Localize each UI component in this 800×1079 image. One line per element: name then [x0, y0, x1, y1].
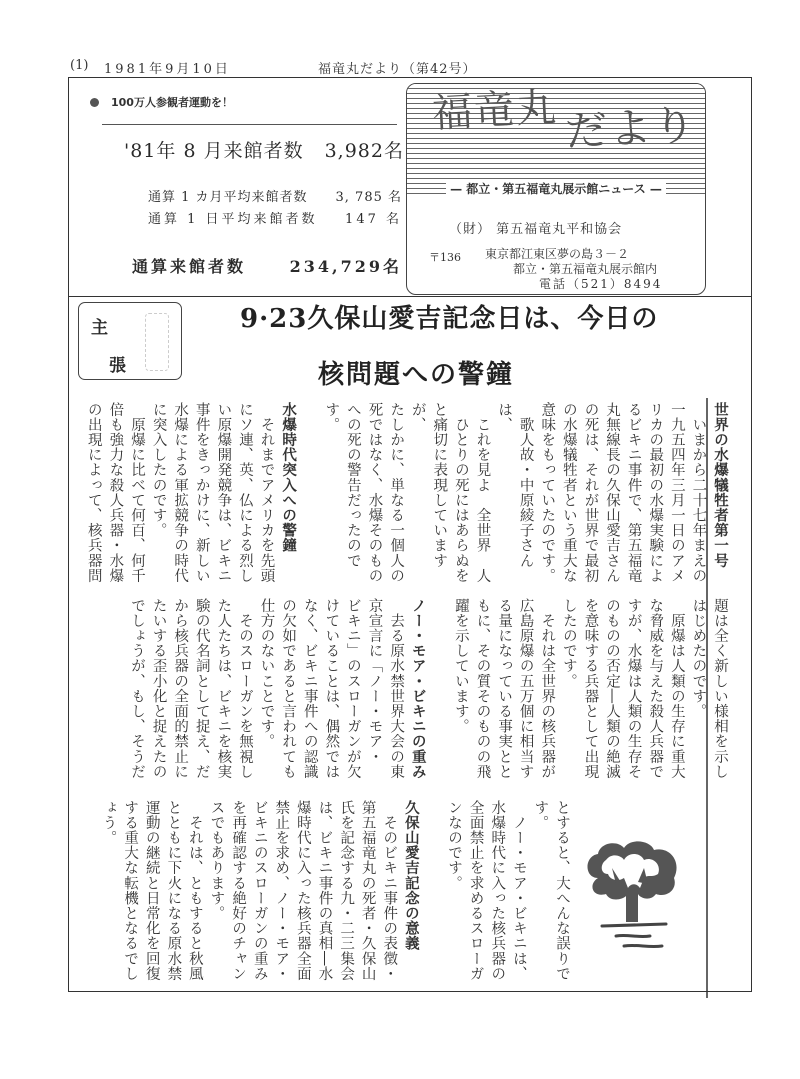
- headline-line-1: 9·23久保山愛吉記念日は、今日の: [240, 304, 659, 334]
- text-column: それは全世界の核兵器が: [539, 598, 556, 780]
- text-column: ビキニ」のスローガンが欠: [344, 598, 361, 780]
- subheading: 世界の水爆犠牲者第一号: [712, 402, 728, 569]
- text-column: それまでアメリカを先頭: [258, 402, 275, 584]
- mushroom-cloud-icon: [578, 838, 688, 958]
- text-column: したのです。: [560, 598, 577, 689]
- text-column: を意味する兵器として出現: [582, 598, 599, 780]
- text-column: けていることは、偶然では: [323, 598, 340, 780]
- masthead: [406, 83, 706, 295]
- text-column: の死は、それが世界で最初: [582, 402, 599, 584]
- text-column: い原爆開発競争は、ビキニ: [215, 402, 232, 584]
- text-column: 第五福竜丸の死者・久保山: [359, 800, 376, 982]
- text-column: 運動の継続と日常化を回復: [143, 800, 160, 982]
- text-column: 爆時代に入った核兵器全面: [294, 800, 311, 982]
- publisher-address: [485, 247, 662, 292]
- editorial-badge: [78, 302, 182, 380]
- text-column: 原爆は人類の生存に重大: [668, 598, 685, 780]
- text-column: から核兵器の全面的禁止に: [172, 598, 189, 780]
- text-column: 死ではなく、水爆そのもの: [366, 402, 383, 584]
- divider: [102, 124, 397, 125]
- page-header: [70, 56, 730, 76]
- address-line: 都立・第五福竜丸展示館内: [513, 262, 658, 276]
- text-column: それは、ともすると秋風: [186, 800, 203, 982]
- text-column: の出現によって、核兵器問: [85, 402, 102, 584]
- text-column: を再確認する絶好のチャン: [230, 800, 247, 982]
- section-divider: [68, 296, 752, 297]
- text-column: な脅威を与えた殺人兵器で: [647, 598, 664, 780]
- text-column: とともに下火になる原水禁: [165, 800, 182, 982]
- text-column: た人たちは、ビキニを核実: [215, 598, 232, 780]
- campaign-banner: [90, 94, 233, 110]
- text-column: 験の代名詞として捉え、だ: [193, 598, 210, 780]
- text-column: 氏を記念する九・二三集会: [338, 800, 355, 982]
- text-column: ンなのです。: [446, 800, 463, 891]
- text-column: 事件をきっかけに、新しい: [193, 402, 210, 584]
- avg-monthly-value: 3, 785 名: [335, 190, 402, 205]
- text-column: そのビキニ事件の表徴・: [381, 800, 398, 982]
- text-column: ょう。: [100, 800, 117, 846]
- text-column: でしょうが、もし、そうだ: [128, 598, 145, 780]
- text-column: す。: [532, 800, 549, 831]
- text-column: に突入したのです。: [150, 402, 167, 538]
- text-column: にソ連、英、仏による烈し: [236, 402, 253, 584]
- text-column: すが、水爆は人類の生存そ: [625, 598, 642, 780]
- text-column: のものの否定―人類の絶滅: [604, 598, 621, 780]
- text-column: る量になっている事実とと: [496, 598, 513, 780]
- text-column: 意味をもっていたのです。: [539, 402, 556, 584]
- page-number: (1): [70, 58, 89, 73]
- faded-mark: [145, 313, 169, 371]
- bullet-icon: [90, 98, 99, 107]
- text-column: 全面禁止を求めるスローガ: [467, 800, 484, 982]
- text-column: いまから二十七年まえの: [690, 402, 707, 584]
- text-column: たしかに、単なる一個人の: [388, 402, 405, 584]
- masthead-title-kana: だより: [563, 100, 699, 156]
- article-tier-2: [70, 598, 730, 786]
- text-column: 広島原爆の五万個に相当す: [517, 598, 534, 780]
- text-column: する重大な転機となるでし: [122, 800, 139, 982]
- article-tier-3-wrap: [100, 790, 572, 990]
- total-visitors-label: 通算来館者数: [132, 257, 247, 276]
- text-column: るビキニ事件で、第五福竜: [625, 402, 642, 584]
- text-column: なく、ビキニ事件への認識: [301, 598, 318, 780]
- monthly-visitors-value: 3,982名: [324, 140, 404, 162]
- text-column: 題は全く新しい様相を示し: [712, 598, 728, 780]
- campaign-text: 100万人参観者運動を！: [111, 96, 233, 109]
- text-column: 禁止を求め、ノー・モア・: [273, 800, 290, 982]
- address-line: 東京都江東区夢の島３－２: [485, 247, 630, 261]
- masthead-title-kanji: 福竜丸: [430, 84, 560, 137]
- publication-name: 福竜丸だより（第42号）: [318, 62, 477, 77]
- subheading: 水爆時代突入への警鐘: [280, 402, 297, 553]
- text-column: の欠如であると言われても: [280, 598, 297, 780]
- text-column: 歌人故・中原綾子さんは、: [496, 402, 534, 569]
- text-column: 倍も強力な殺人兵器・水爆: [107, 402, 124, 584]
- text-column: [428, 598, 450, 786]
- masthead-title: [430, 83, 699, 156]
- avg-daily-label: 通算 1 日平均来館者数: [148, 212, 318, 227]
- avg-monthly-label: 通算 1 カ月平均来館者数: [148, 190, 308, 205]
- text-column: [421, 800, 443, 988]
- text-column: への死の警告だったのです。: [323, 402, 361, 569]
- text-column: そのスローガンを無視し: [236, 598, 253, 780]
- phone-line: 電話（521）8494: [539, 277, 663, 291]
- text-column: ビキニのスローガンの重み: [251, 800, 268, 982]
- text-column: とすると、大へんな誤りで: [554, 800, 570, 982]
- text-column: はじめたのです。: [690, 598, 707, 719]
- text-column: 一九五四年三月一日のアメ: [668, 402, 685, 584]
- text-column: もに、その質そのものの飛: [474, 598, 491, 780]
- article-tier-3: [100, 800, 572, 988]
- editorial-badge-top: 主: [91, 318, 108, 338]
- masthead-subtitle: [407, 180, 705, 197]
- subheading: ノー・モア・ビキニの重み: [409, 598, 426, 780]
- text-column: 仕方のないことです。: [258, 598, 275, 749]
- issue-date: 1981年9月10日: [104, 62, 231, 77]
- publisher-organization: （財） 第五福竜丸平和協会: [449, 222, 623, 237]
- text-column: 水爆時代に入った核兵器の: [489, 800, 506, 982]
- headline-line-2: 核問題への警鐘: [318, 360, 515, 390]
- text-column: 水爆による軍拡競争の時代: [172, 402, 189, 584]
- visitor-stats: [80, 88, 404, 288]
- text-column: は、ビキニ事件の真相―水: [316, 800, 333, 982]
- total-visitors-value: 234,729名: [289, 257, 402, 276]
- text-column: の水爆犠牲者という重大な: [560, 402, 577, 584]
- avg-daily-value: 147 名: [345, 212, 402, 227]
- text-column: 躍を示しています。: [452, 598, 469, 734]
- text-column: これを見よ 全世界 人: [474, 402, 491, 584]
- text-column: スでもあります。: [208, 800, 225, 921]
- subheading: 久保山愛吉記念の意義: [402, 800, 419, 951]
- text-column: 丸無線長の久保山愛吉さん: [604, 402, 621, 584]
- text-column: と痛切に表現していますが、: [409, 402, 448, 569]
- column-rule: [706, 398, 708, 998]
- text-column: リカの最初の水爆実験によ: [647, 402, 664, 584]
- text-column: ひとりの死にはあらぬを: [452, 402, 469, 584]
- text-column: 去る原水禁世界大会の東: [388, 598, 405, 780]
- masthead-subtitle-text: — 都立・第五福竜丸展示館ニュース —: [446, 182, 666, 196]
- text-column: ノー・モア・ビキニは、: [510, 800, 527, 982]
- text-column: 京宣言に「ノー・モア・: [366, 598, 383, 765]
- text-column: 原爆に比べて何百、何千: [128, 402, 145, 584]
- text-column: たいする歪小化と捉えたの: [150, 598, 167, 780]
- editorial-badge-bottom: 張: [109, 356, 126, 376]
- postal-code: 〒136: [429, 251, 461, 264]
- article-tier-1: [70, 402, 730, 590]
- text-column: [298, 402, 320, 590]
- monthly-visitors-label: '81年 8 月来館者数: [124, 140, 304, 162]
